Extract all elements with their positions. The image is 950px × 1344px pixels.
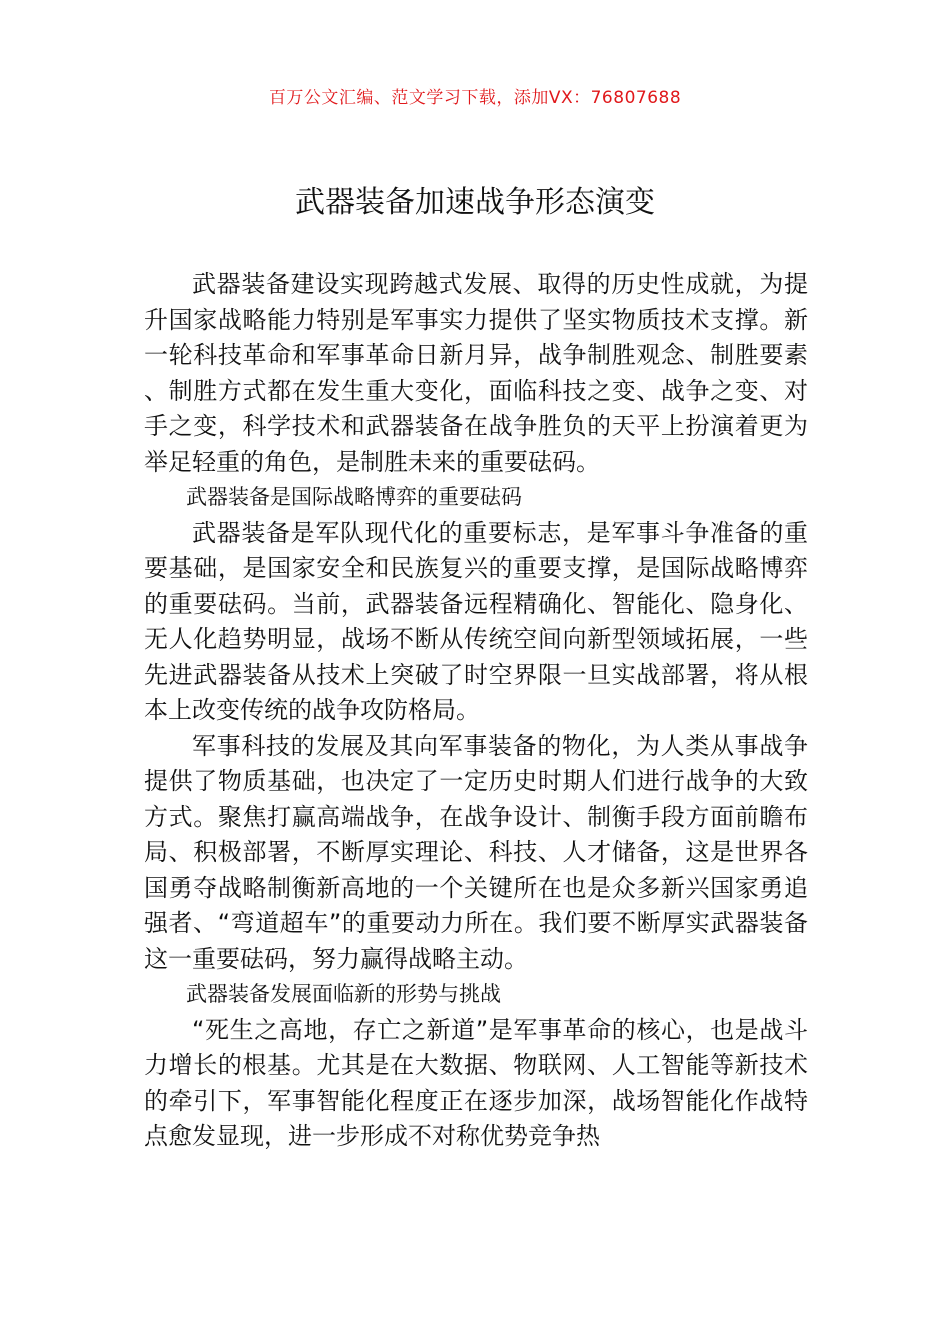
paragraph-section1-a: 武器装备是军队现代化的重要标志，是军事斗争准备的重要基础，是国家安全和民族复兴的重要支撑，是国际战略博弈的重要砝码。当前，武器装备远程精确化、智能化、隐身化、无人化趋势明显，战场不断从传统空间向新型领域拓展，一些先进武器装备从技术上突破了时空界限一旦实战部署，将从根本上改变传统的战争攻防格局。 [144,518,808,724]
document-title: 武器装备加速战争形态演变 [295,185,655,220]
section-heading-2: 武器装备发展面临新的形势与挑战 [186,982,501,1006]
document-body [144,267,808,1155]
paragraph-intro: 武器装备建设实现跨越式发展、取得的历史性成就，为提升国家战略能力特别是军事实力提供了坚实物质技术支撑。新一轮科技革命和军事革命日新月异，战争制胜观念、制胜要素、制胜方式都在发生重大变化，面临科技之变、战争之变、对手之变，科学技术和武器装备在战争胜负的天平上扮演着更为举足轻重的角色，是制胜未来的重要砝码。 [144,270,808,476]
watermark-header: 百万公文汇编、范文学习下载，添加VX：76807688 [268,88,682,108]
paragraph-section2-a: “死生之高地，存亡之新道”是军事革命的核心，也是战斗力增长的根基。尤其是在大数据、物联网、人工智能等新技术的牵引下，军事智能化程度正在逐步加深，战场智能化作战特点愈发显现，进一步形成不对称优势竞争热 [144,1015,808,1150]
paragraph-section1-b: 军事科技的发展及其向军事装备的物化，为人类从事战争提供了物质基础，也决定了一定历史时期人们进行战争的大致方式。聚焦打赢高端战争，在战争设计、制衡手段方面前瞻布局、积极部署，不断厚实理论、科技、人才储备，这是世界各国勇夺战略制衡新高地的一个关键所在也是众多新兴国家勇追强者、“弯道超车”的重要动力所在。我们要不断厚实武器装备这一重要砝码，努力赢得战略主动。 [144,731,808,973]
section-heading-1: 武器装备是国际战略博弈的重要砝码 [186,485,522,509]
